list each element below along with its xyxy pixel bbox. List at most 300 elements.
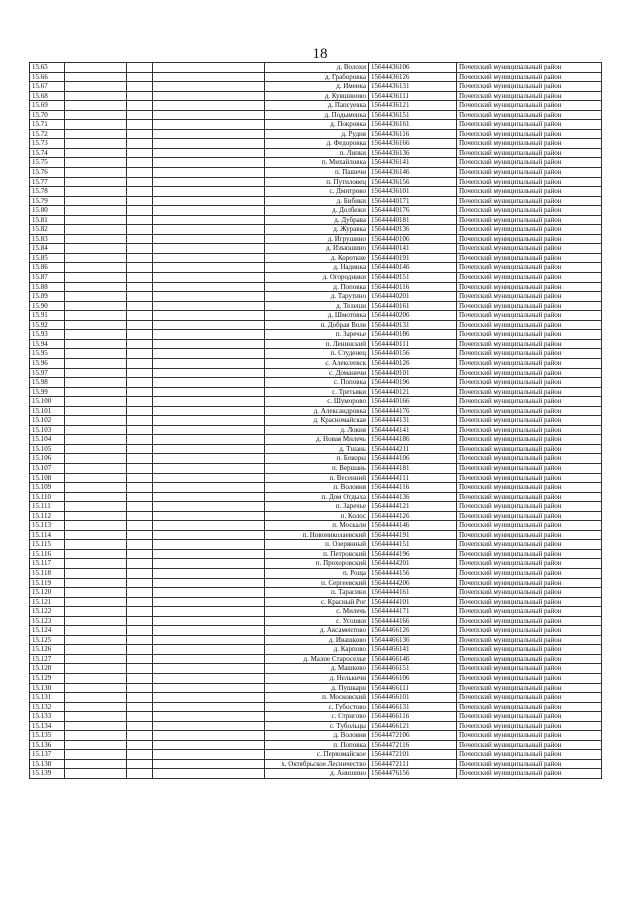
empty-cell [153,712,265,722]
empty-cell [127,740,153,750]
empty-cell [153,244,265,254]
table-row [30,568,602,578]
oktmo-code: 15644444161 [369,588,457,598]
settlement-name: с. Стригово [265,712,369,722]
district-name: Почепский муниципальный район [457,483,602,493]
empty-cell [65,483,127,493]
empty-cell [127,549,153,559]
oktmo-code: 15644444136 [369,492,457,502]
oktmo-code: 15644444186 [369,435,457,445]
empty-cell [127,759,153,769]
oktmo-code: 15644440166 [369,397,457,407]
oktmo-code: 15644466106 [369,674,457,684]
row-number: 15.115 [30,540,65,550]
settlement-name: д. Федоровка [265,139,369,149]
table-row [30,292,602,302]
oktmo-code: 15644472116 [369,740,457,750]
row-number: 15.76 [30,168,65,178]
oktmo-code: 15644444146 [369,521,457,531]
district-name: Почепский муниципальный район [457,425,602,435]
table-row [30,129,602,139]
settlement-name: д. Анишино [265,769,369,779]
empty-cell [127,674,153,684]
empty-cell [65,693,127,703]
table-row [30,702,602,712]
empty-cell [153,387,265,397]
district-name: Почепский муниципальный район [457,311,602,321]
district-name: Почепский муниципальный район [457,349,602,359]
table-row [30,712,602,722]
district-name: Почепский муниципальный район [457,521,602,531]
oktmo-code: 15644440146 [369,263,457,273]
settlement-name: д. Волохи [265,63,369,73]
district-name: Почепский муниципальный район [457,168,602,178]
empty-cell [127,635,153,645]
empty-cell [153,769,265,779]
table-row [30,721,602,731]
settlement-name: п. Москали [265,521,369,531]
empty-cell [65,158,127,168]
table-row [30,148,602,158]
settlement-name: д. Короткие [265,253,369,263]
empty-cell [153,435,265,445]
settlement-name: с. Доманичи [265,368,369,378]
empty-cell [65,282,127,292]
oktmo-code: 15644440116 [369,282,457,292]
empty-cell [65,540,127,550]
empty-cell [153,616,265,626]
oktmo-code: 15644440201 [369,292,457,302]
table-row [30,607,602,617]
empty-cell [65,750,127,760]
empty-cell [65,168,127,178]
row-number: 15.74 [30,148,65,158]
table-row [30,759,602,769]
settlement-name: п. Ленинский [265,339,369,349]
oktmo-code: 15644444191 [369,530,457,540]
empty-cell [127,139,153,149]
oktmo-code: 15644440101 [369,368,457,378]
empty-cell [153,750,265,760]
oktmo-code: 15644440136 [369,225,457,235]
settlement-name: д. Ивашково [265,635,369,645]
oktmo-code: 15644444131 [369,416,457,426]
table-row [30,397,602,407]
row-number: 15.134 [30,721,65,731]
empty-cell [65,187,127,197]
empty-cell [65,721,127,731]
empty-cell [127,654,153,664]
district-name: Почепский муниципальный район [457,674,602,684]
table-row [30,273,602,283]
empty-cell [153,578,265,588]
table-row [30,483,602,493]
empty-cell [65,120,127,130]
empty-cell [153,263,265,273]
row-number: 15.132 [30,702,65,712]
empty-cell [65,387,127,397]
district-name: Почепский муниципальный район [457,282,602,292]
oktmo-code: 15644466146 [369,654,457,664]
row-number: 15.98 [30,378,65,388]
empty-cell [65,358,127,368]
empty-cell [127,626,153,636]
empty-cell [65,559,127,569]
settlement-name: п. Московский [265,693,369,703]
oktmo-code: 15644444176 [369,406,457,416]
empty-cell [65,368,127,378]
table-row [30,626,602,636]
row-number: 15.114 [30,530,65,540]
row-number: 15.118 [30,568,65,578]
district-name: Почепский муниципальный район [457,148,602,158]
district-name: Почепский муниципальный район [457,72,602,82]
empty-cell [127,225,153,235]
row-number: 15.94 [30,339,65,349]
table-row [30,72,602,82]
settlement-name: д. Покровка [265,120,369,130]
row-number: 15.88 [30,282,65,292]
oktmo-code: 15644436121 [369,101,457,111]
row-number: 15.104 [30,435,65,445]
empty-cell [153,559,265,569]
district-name: Почепский муниципальный район [457,654,602,664]
empty-cell [65,530,127,540]
row-number: 15.96 [30,358,65,368]
empty-cell [127,492,153,502]
table-row [30,215,602,225]
table-row [30,339,602,349]
oktmo-code: 15644444111 [369,473,457,483]
row-number: 15.80 [30,206,65,216]
table-row [30,645,602,655]
district-name: Почепский муниципальный район [457,339,602,349]
empty-cell [65,225,127,235]
table-row [30,244,602,254]
settlement-name: д. Тшань [265,444,369,454]
settlement-name: д. Дубрава [265,215,369,225]
row-number: 15.133 [30,712,65,722]
district-name: Почепский муниципальный район [457,215,602,225]
empty-cell [65,759,127,769]
empty-cell [65,549,127,559]
table-row [30,177,602,187]
district-name: Почепский муниципальный район [457,664,602,674]
empty-cell [65,406,127,416]
table-row [30,187,602,197]
empty-cell [153,635,265,645]
oktmo-code: 15644436111 [369,91,457,101]
table-row [30,473,602,483]
empty-cell [65,72,127,82]
empty-cell [127,177,153,187]
row-number: 15.107 [30,463,65,473]
oktmo-code: 15644472101 [369,750,457,760]
row-number: 15.68 [30,91,65,101]
settlement-name: с. Дмитрово [265,187,369,197]
empty-cell [153,330,265,340]
empty-cell [127,292,153,302]
empty-cell [127,616,153,626]
empty-cell [65,626,127,636]
empty-cell [153,101,265,111]
empty-cell [153,273,265,283]
page-number: 18 [312,46,328,62]
settlement-name: п. Заречье [265,330,369,340]
empty-cell [153,339,265,349]
settlement-name: д. Именка [265,82,369,92]
row-number: 15.92 [30,320,65,330]
district-name: Почепский муниципальный район [457,578,602,588]
settlement-name: д. Журавка [265,225,369,235]
table-row [30,378,602,388]
district-name: Почепский муниципальный район [457,139,602,149]
empty-cell [65,253,127,263]
table-row [30,368,602,378]
row-number: 15.127 [30,654,65,664]
district-name: Почепский муниципальный район [457,635,602,645]
district-name: Почепский муниципальный район [457,502,602,512]
table-row [30,416,602,426]
district-name: Почепский муниципальный район [457,683,602,693]
row-number: 15.69 [30,101,65,111]
table-row [30,101,602,111]
district-name: Почепский муниципальный район [457,387,602,397]
row-number: 15.87 [30,273,65,283]
row-number: 15.82 [30,225,65,235]
table-row [30,616,602,626]
settlement-name: х. Октябрьское Лесничество [265,759,369,769]
empty-cell [153,206,265,216]
settlement-name: д. Тарутино [265,292,369,302]
empty-cell [65,444,127,454]
table-row [30,91,602,101]
district-name: Почепский муниципальный район [457,454,602,464]
row-number: 15.101 [30,406,65,416]
row-number: 15.75 [30,158,65,168]
empty-cell [65,769,127,779]
table-row [30,549,602,559]
empty-cell [65,378,127,388]
district-name: Почепский муниципальный район [457,196,602,206]
district-name: Почепский муниципальный район [457,540,602,550]
empty-cell [127,282,153,292]
empty-cell [153,234,265,244]
empty-cell [153,378,265,388]
empty-cell [153,721,265,731]
empty-cell [127,406,153,416]
oktmo-code: 15644466101 [369,693,457,703]
settlement-name: п. Путиловец [265,177,369,187]
settlement-name: д. Локня [265,425,369,435]
row-number: 15.130 [30,683,65,693]
oktmo-code: 15644466136 [369,635,457,645]
settlement-name: с. Первомайское [265,750,369,760]
district-name: Почепский муниципальный район [457,731,602,741]
row-number: 15.78 [30,187,65,197]
row-number: 15.86 [30,263,65,273]
settlement-name: п. Поповка [265,740,369,750]
settlement-name: п. Новониколаевский [265,530,369,540]
empty-cell [127,206,153,216]
oktmo-code: 15644444106 [369,454,457,464]
settlement-name: с. Милечь [265,607,369,617]
empty-cell [127,645,153,655]
table-row [30,263,602,273]
table-row [30,110,602,120]
empty-cell [65,521,127,531]
empty-cell [153,177,265,187]
oktmo-code: 15644440171 [369,196,457,206]
empty-cell [65,263,127,273]
empty-cell [65,397,127,407]
empty-cell [127,339,153,349]
settlement-name: д. Воловня [265,731,369,741]
row-number: 15.135 [30,731,65,741]
settlement-name: п. Роща [265,568,369,578]
empty-cell [153,320,265,330]
empty-cell [153,301,265,311]
oktmo-code: 15644444206 [369,578,457,588]
empty-cell [153,731,265,741]
empty-cell [65,645,127,655]
empty-cell [65,292,127,302]
settlement-name: п. Студенец [265,349,369,359]
empty-cell [127,91,153,101]
empty-cell [153,674,265,684]
table-row [30,769,602,779]
empty-cell [65,416,127,426]
table-row [30,578,602,588]
district-name: Почепский муниципальный район [457,616,602,626]
row-number: 15.71 [30,120,65,130]
empty-cell [127,253,153,263]
oktmo-code: 15644440151 [369,273,457,283]
empty-cell [127,387,153,397]
empty-cell [153,253,265,263]
row-number: 15.83 [30,234,65,244]
settlement-name: п. Весенний [265,473,369,483]
oktmo-code: 15644444171 [369,607,457,617]
row-number: 15.122 [30,607,65,617]
empty-cell [127,769,153,779]
settlement-name: д. Рудня [265,129,369,139]
empty-cell [65,568,127,578]
settlement-name: д. Огородники [265,273,369,283]
empty-cell [65,702,127,712]
empty-cell [65,683,127,693]
empty-cell [127,72,153,82]
oktmo-code: 15644440106 [369,234,457,244]
empty-cell [153,148,265,158]
oktmo-code: 15644472106 [369,731,457,741]
table-row [30,349,602,359]
district-name: Почепский муниципальный район [457,234,602,244]
settlement-name: д. Машково [265,664,369,674]
table-row [30,502,602,512]
settlement-name: п. Дом Отдыха [265,492,369,502]
settlement-name: п. Заречье [265,502,369,512]
district-name: Почепский муниципальный район [457,769,602,779]
table-row [30,387,602,397]
table-row [30,63,602,73]
settlement-name: с. Алексеевск [265,358,369,368]
settlement-name: д. Изъюшино [265,244,369,254]
empty-cell [153,292,265,302]
district-name: Почепский муниципальный район [457,273,602,283]
empty-cell [65,616,127,626]
table-row [30,168,602,178]
settlement-name: д. Малое Староселье [265,654,369,664]
oktmo-code: 15644444201 [369,559,457,569]
settlement-name: д. Шмотовка [265,311,369,321]
oktmo-code: 15644436141 [369,158,457,168]
district-name: Почепский муниципальный район [457,416,602,426]
district-name: Почепский муниципальный район [457,693,602,703]
empty-cell [127,129,153,139]
oktmo-code: 15644444211 [369,444,457,454]
table-row [30,511,602,521]
settlement-name: д. Карпово [265,645,369,655]
settlement-name: с. Красный Рог [265,597,369,607]
district-name: Почепский муниципальный район [457,607,602,617]
empty-cell [153,444,265,454]
table-row [30,234,602,244]
empty-cell [65,311,127,321]
empty-cell [153,215,265,225]
empty-cell [127,368,153,378]
settlement-name: д. Кувшиново [265,91,369,101]
row-number: 15.100 [30,397,65,407]
empty-cell [153,72,265,82]
empty-cell [127,148,153,158]
row-number: 15.137 [30,750,65,760]
table-row [30,139,602,149]
empty-cell [65,148,127,158]
empty-cell [153,759,265,769]
empty-cell [127,349,153,359]
district-name: Почепский муниципальный район [457,101,602,111]
empty-cell [65,425,127,435]
empty-cell [153,196,265,206]
empty-cell [127,530,153,540]
table-row [30,158,602,168]
oktmo-code: 15644444196 [369,549,457,559]
district-name: Почепский муниципальный район [457,759,602,769]
oktmo-code: 15644466141 [369,645,457,655]
row-number: 15.131 [30,693,65,703]
oktmo-code: 15644466121 [369,721,457,731]
row-number: 15.77 [30,177,65,187]
district-name: Почепский муниципальный район [457,206,602,216]
table-row [30,683,602,693]
row-number: 15.119 [30,578,65,588]
empty-cell [127,273,153,283]
row-number: 15.110 [30,492,65,502]
table-row [30,674,602,684]
row-number: 15.79 [30,196,65,206]
row-number: 15.84 [30,244,65,254]
empty-cell [127,664,153,674]
district-name: Почепский муниципальный район [457,444,602,454]
settlement-name: д. Граборовка [265,72,369,82]
empty-cell [153,425,265,435]
table-row [30,330,602,340]
empty-cell [153,406,265,416]
empty-cell [65,597,127,607]
oktmo-code: 15644466116 [369,712,457,722]
row-number: 15.128 [30,664,65,674]
